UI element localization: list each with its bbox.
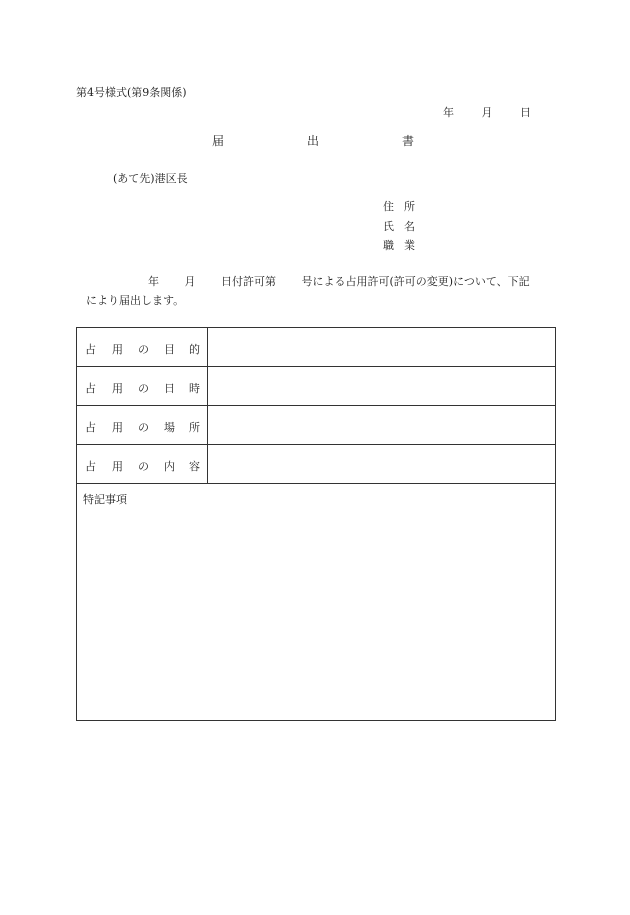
label-char: 占 <box>85 382 96 395</box>
label-char: 内 <box>164 460 175 473</box>
label-char: 的 <box>189 343 200 356</box>
row-purpose <box>77 328 556 367</box>
address-char-2: 所 <box>404 200 415 213</box>
label-char: 占 <box>85 343 96 356</box>
occupancy-form-table <box>76 327 556 721</box>
applicant-name-label <box>383 218 415 234</box>
row-location <box>77 406 556 445</box>
field-datetime[interactable] <box>208 367 556 406</box>
label-char: 目 <box>164 343 175 356</box>
label-char: 用 <box>112 421 123 434</box>
label-char: 占 <box>85 421 96 434</box>
label-purpose <box>77 328 208 367</box>
field-location[interactable] <box>208 406 556 445</box>
statement-year: 年 <box>148 275 159 288</box>
statement-rest: 号による占用許可(許可の変更)について、下記 <box>301 275 530 288</box>
field-remarks[interactable] <box>77 484 556 721</box>
row-content <box>77 445 556 484</box>
label-char: 用 <box>112 460 123 473</box>
statement-month: 月 <box>184 275 196 288</box>
occupation-char-1: 職 <box>383 239 394 252</box>
date-month: 月 <box>481 106 493 119</box>
date-year: 年 <box>443 106 454 119</box>
label-datetime <box>77 367 208 406</box>
label-char: 場 <box>164 421 175 434</box>
label-char: 用 <box>112 343 123 356</box>
label-char: 日 <box>164 382 175 395</box>
remarks-label: 特記事項 <box>83 493 127 506</box>
form-number: 第4号様式(第9条関係) <box>76 86 187 99</box>
label-char: 所 <box>189 421 200 434</box>
field-content[interactable] <box>208 445 556 484</box>
label-char: 時 <box>189 382 200 395</box>
name-char-2: 名 <box>404 220 415 233</box>
statement-mid: 日付許可第 <box>221 275 276 288</box>
label-char: 容 <box>189 460 200 473</box>
row-datetime <box>77 367 556 406</box>
field-purpose[interactable] <box>208 328 556 367</box>
applicant-occupation-label <box>383 237 415 253</box>
notification-statement-line2: により届出します。 <box>86 294 185 307</box>
notification-statement <box>148 273 530 289</box>
addressee: (あて先)港区長 <box>113 172 188 185</box>
label-char: の <box>138 460 149 473</box>
title-char-3: 書 <box>402 134 415 148</box>
name-char-1: 氏 <box>383 220 394 233</box>
date-day: 日 <box>520 106 531 119</box>
date-line <box>443 104 531 120</box>
label-char: 占 <box>85 460 96 473</box>
label-char: の <box>138 343 149 356</box>
label-char: 用 <box>112 382 123 395</box>
label-location <box>77 406 208 445</box>
label-char: の <box>138 382 149 395</box>
label-char: の <box>138 421 149 434</box>
label-content <box>77 445 208 484</box>
row-remarks <box>77 484 556 721</box>
address-char-1: 住 <box>383 200 394 213</box>
title-char-2: 出 <box>307 134 320 148</box>
applicant-address-label <box>383 198 415 214</box>
title-char-1: 届 <box>212 134 225 148</box>
occupation-char-2: 業 <box>404 239 415 252</box>
